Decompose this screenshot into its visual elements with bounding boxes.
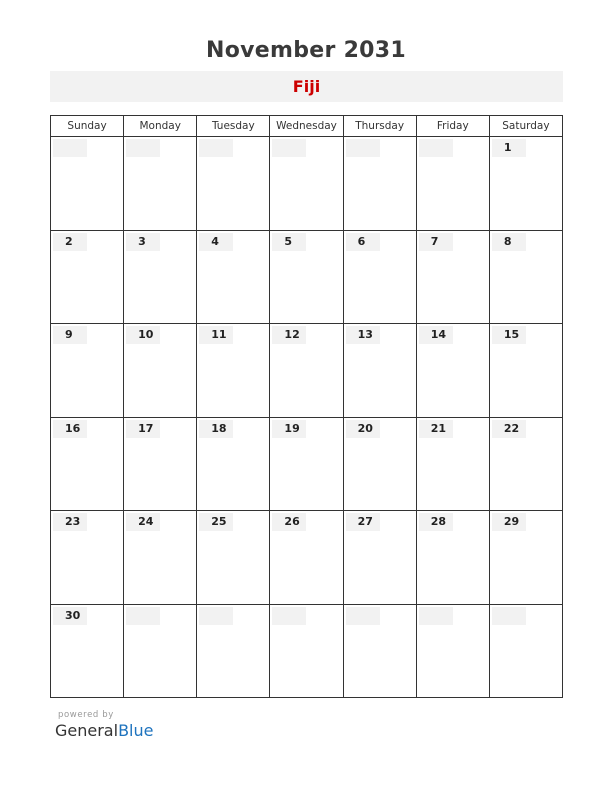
day-cell xyxy=(51,604,124,698)
day-number: 16 xyxy=(53,420,87,438)
day-cell xyxy=(197,230,270,324)
day-cell xyxy=(197,137,270,231)
day-cell xyxy=(124,511,197,605)
day-cell xyxy=(197,417,270,511)
day-cell xyxy=(51,324,124,418)
day-cell xyxy=(489,417,562,511)
day-cell xyxy=(270,230,343,324)
weekday-header: Saturday xyxy=(489,116,562,137)
day-cell xyxy=(270,511,343,605)
day-number: 3 xyxy=(126,233,160,251)
day-cell xyxy=(416,230,489,324)
day-number: 5 xyxy=(272,233,306,251)
day-number: 1 xyxy=(492,139,526,157)
day-cell xyxy=(343,604,416,698)
day-cell xyxy=(197,324,270,418)
day-number xyxy=(346,607,380,625)
day-cell xyxy=(124,230,197,324)
day-number: 18 xyxy=(199,420,233,438)
calendar-grid xyxy=(50,115,563,698)
day-cell xyxy=(270,137,343,231)
day-cell xyxy=(343,417,416,511)
day-cell xyxy=(270,417,343,511)
day-cell xyxy=(343,137,416,231)
day-cell xyxy=(489,137,562,231)
day-number: 7 xyxy=(419,233,453,251)
day-number: 26 xyxy=(272,513,306,531)
weekday-header: Wednesday xyxy=(270,116,343,137)
weekday-header: Friday xyxy=(416,116,489,137)
day-number: 25 xyxy=(199,513,233,531)
day-number xyxy=(126,139,160,157)
day-cell xyxy=(416,417,489,511)
brand-logo xyxy=(55,721,153,740)
day-number xyxy=(419,607,453,625)
day-number xyxy=(419,139,453,157)
powered-by-label: powered by xyxy=(58,710,114,720)
weekday-header: Tuesday xyxy=(197,116,270,137)
week-row xyxy=(51,511,563,605)
day-cell xyxy=(270,604,343,698)
day-number: 9 xyxy=(53,326,87,344)
day-number xyxy=(53,139,87,157)
day-cell xyxy=(51,417,124,511)
brand-name-part1: General xyxy=(55,721,119,740)
day-cell xyxy=(197,511,270,605)
day-cell xyxy=(124,137,197,231)
day-number: 8 xyxy=(492,233,526,251)
day-number: 22 xyxy=(492,420,526,438)
day-cell xyxy=(197,604,270,698)
day-number xyxy=(199,607,233,625)
day-cell xyxy=(51,230,124,324)
day-number xyxy=(272,607,306,625)
day-cell xyxy=(416,511,489,605)
day-number: 10 xyxy=(126,326,160,344)
day-number xyxy=(199,139,233,157)
day-number: 2 xyxy=(53,233,87,251)
day-cell xyxy=(489,604,562,698)
day-number: 30 xyxy=(53,607,87,625)
day-number: 14 xyxy=(419,326,453,344)
country-banner: Fiji xyxy=(50,71,563,102)
day-number: 15 xyxy=(492,326,526,344)
day-number: 24 xyxy=(126,513,160,531)
page-title: November 2031 xyxy=(205,38,407,63)
week-row xyxy=(51,137,563,231)
day-cell xyxy=(270,324,343,418)
day-cell xyxy=(416,324,489,418)
day-number: 23 xyxy=(53,513,87,531)
day-number: 27 xyxy=(346,513,380,531)
day-number: 11 xyxy=(199,326,233,344)
week-row xyxy=(51,324,563,418)
day-cell xyxy=(51,137,124,231)
day-cell xyxy=(343,511,416,605)
day-number xyxy=(346,139,380,157)
day-cell xyxy=(343,230,416,324)
day-cell xyxy=(489,230,562,324)
day-cell xyxy=(489,324,562,418)
day-number: 6 xyxy=(346,233,380,251)
day-number xyxy=(492,607,526,625)
day-number: 12 xyxy=(272,326,306,344)
weekday-header: Monday xyxy=(124,116,197,137)
day-number: 29 xyxy=(492,513,526,531)
day-cell xyxy=(51,511,124,605)
day-cell xyxy=(124,417,197,511)
weekday-header: Sunday xyxy=(51,116,124,137)
day-cell xyxy=(416,604,489,698)
day-number: 13 xyxy=(346,326,380,344)
day-number xyxy=(272,139,306,157)
day-number: 28 xyxy=(419,513,453,531)
week-row xyxy=(51,230,563,324)
week-row xyxy=(51,417,563,511)
day-number: 17 xyxy=(126,420,160,438)
week-row xyxy=(51,604,563,698)
weekday-header-row xyxy=(51,116,563,137)
day-cell xyxy=(416,137,489,231)
day-number: 20 xyxy=(346,420,380,438)
day-cell xyxy=(124,604,197,698)
day-cell xyxy=(343,324,416,418)
weekday-header: Thursday xyxy=(343,116,416,137)
day-number: 21 xyxy=(419,420,453,438)
brand-name-part2: Blue xyxy=(118,721,154,740)
day-cell xyxy=(489,511,562,605)
day-number: 4 xyxy=(199,233,233,251)
day-number xyxy=(126,607,160,625)
day-cell xyxy=(124,324,197,418)
day-number: 19 xyxy=(272,420,306,438)
